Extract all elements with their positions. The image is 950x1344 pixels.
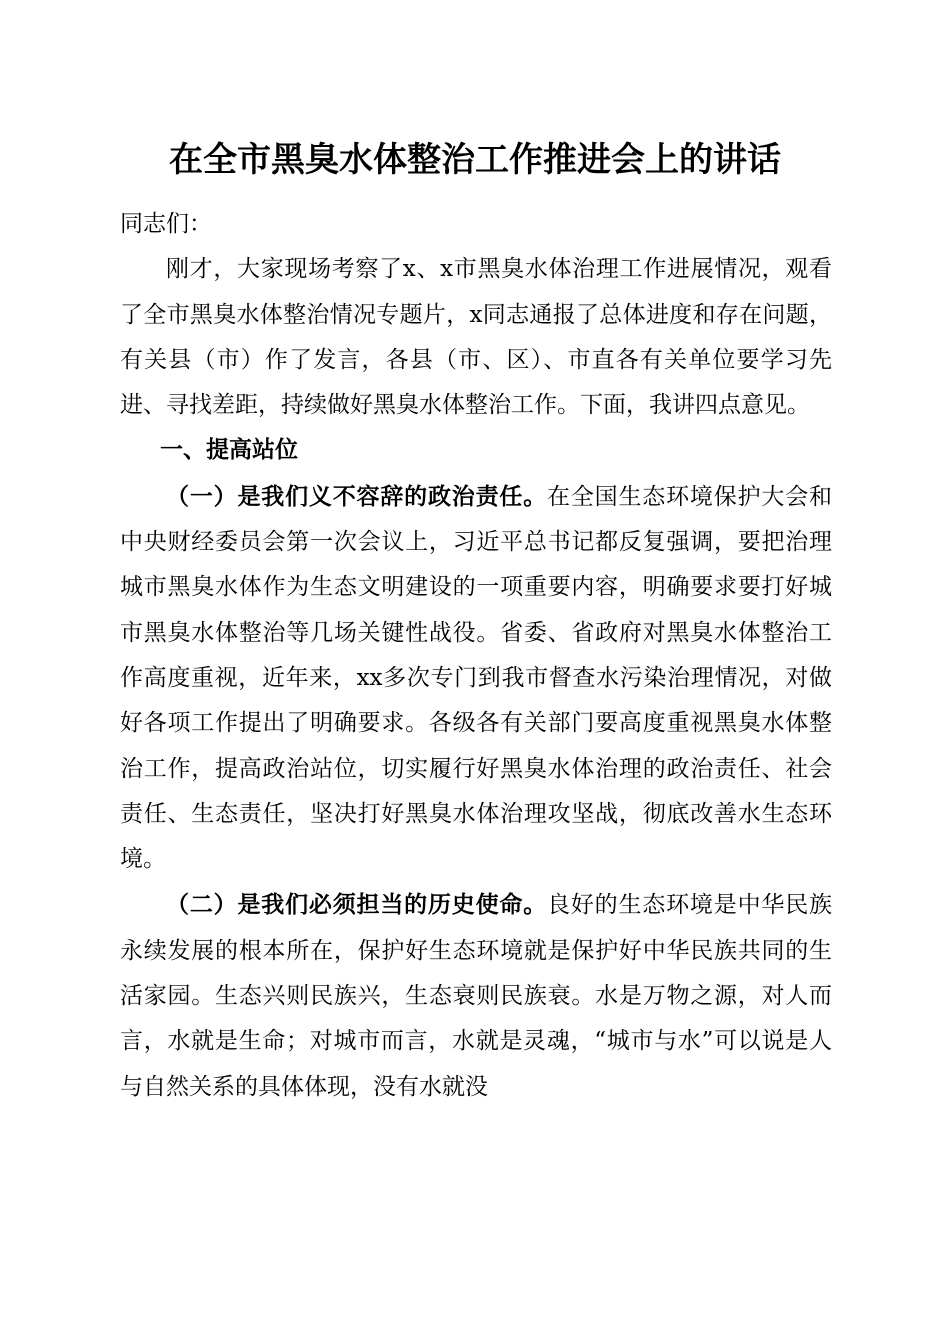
document-title: 在全市黑臭水体整治工作推进会上的讲话 [169, 140, 781, 180]
paragraph-1 [120, 474, 832, 883]
paragraph-2 [120, 882, 832, 1109]
document-body [120, 202, 832, 1110]
section-heading: 一、提高站位 [160, 437, 298, 464]
paragraph-2-text: 良好的生态环境是中华民族永续发展的根本所在，保护好生态环境就是保护好中华民族共同的生活家园。生态兴则民族兴，生态衰则民族衰。水是万物之源，对人而言，水就是生命；对城市而言，水就是灵魂，“城市与水”可以说是人与自然关系的具体体现，没有水就没 [120, 892, 833, 1100]
salutation: 同志们： [120, 211, 212, 237]
paragraph-2-lead: （二）是我们必须担当的历史使命。 [166, 891, 548, 919]
paragraph-1-lead: （一）是我们义不容辞的政治责任。 [166, 482, 548, 510]
paragraph-1-text: 在全国生态环境保护大会和中央财经委员会第一次会议上，习近平总书记都反复强调，要把治理城市黑臭水体作为生态文明建设的一项重要内容，明确要求要打好城市黑臭水体整治等几场关键性战役。省委、省政府对黑臭水体整治工作高度重视，近年来，xx多次专门到我市督查水污染治理情况，对做好各项工作提出了明确要求。各级各有关部门要高度重视黑臭水体整治工作，提高政治站位，切实履行好黑臭水体治理的政治责任、社会责任、生态责任，坚决打好黑臭水体治理攻坚战，彻底改善水生态环境。 [120, 483, 833, 873]
intro-paragraph: 刚才，大家现场考察了x、x市黑臭水体治理工作进展情况，观看了全市黑臭水体整治情况专题片，x同志通报了总体进度和存在问题，有关县（市）作了发言，各县（市、区）、市直各有关单位要学习先进、寻找差距，持续做好黑臭水体整治工作。下面，我讲四点意见。 [120, 256, 832, 419]
